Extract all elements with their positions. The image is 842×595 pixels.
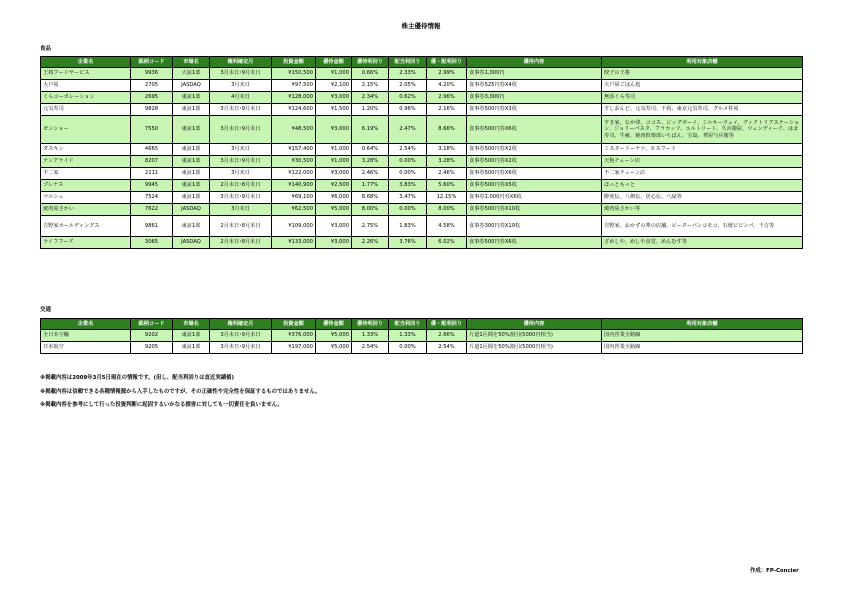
cell-eligible-stores: 不二家チェーン店: [602, 168, 803, 180]
table-row: [41, 342, 803, 354]
cell-investment: ¥157,400: [272, 144, 316, 156]
cell-benefit-content: 食事券500円券X2枚: [467, 156, 602, 168]
cell-benefit-yield: 1.77%: [352, 180, 389, 192]
cell-total-yield: 2.66%: [427, 330, 467, 342]
cell-investment: ¥69,100: [272, 192, 316, 204]
cell-stock-code: 9828: [131, 104, 173, 116]
cell-benefit-content: 片道1区間を50%割引(5000円相当): [467, 330, 602, 342]
cell-record-month: 3月末日: [210, 168, 272, 180]
cell-benefit-content: 食事券500円券X6枚: [467, 168, 602, 180]
cell-benefit-amount: ¥3,000: [316, 92, 352, 104]
cell-benefit-content: 食事券500円券X5枚: [467, 180, 602, 192]
cell-company-name: 吉野家ホールディングス: [41, 216, 131, 237]
header-benefit-amount: 優待金額: [316, 319, 352, 330]
cell-benefit-yield: 1.33%: [352, 330, 389, 342]
cell-total-yield: 2.16%: [427, 104, 467, 116]
cell-benefit-content: 食事券500円券X6枚: [467, 116, 602, 144]
cell-company-name: 全日本空輸: [41, 330, 131, 342]
cell-eligible-stores: 焼肉屋さかい等: [602, 204, 803, 216]
cell-investment: ¥30,500: [272, 156, 316, 168]
cell-benefit-amount: ¥2,100: [316, 80, 352, 92]
table-row: [41, 168, 803, 180]
cell-benefit-amount: ¥2,500: [316, 180, 352, 192]
header-benefit-content: 優待内容: [467, 319, 602, 330]
cell-company-name: くらコーポレーション: [41, 92, 131, 104]
cell-investment: ¥97,500: [272, 80, 316, 92]
header-stock-code: 銘柄コード: [131, 57, 173, 68]
cell-total-yield: 4.20%: [427, 80, 467, 92]
header-benefit-content: 優待内容: [467, 57, 602, 68]
cell-dividend-yield: 0.62%: [389, 92, 427, 104]
cell-record-month: 3月末日: [210, 144, 272, 156]
note-line: ※掲載内容は信頼できる各種情報源から入手したものですが、その正確性や完全性を保証するものではありません。: [40, 388, 321, 395]
cell-company-name: プレナス: [41, 180, 131, 192]
cell-dividend-yield: 0.00%: [389, 342, 427, 354]
cell-total-yield: 4.58%: [427, 216, 467, 237]
cell-benefit-content: 片道1区間を50%割引(5000円相当): [467, 342, 602, 354]
cell-company-name: 焼肉屋さかい: [41, 204, 131, 216]
cell-total-yield: 2.99%: [427, 68, 467, 80]
cell-benefit-amount: ¥5,000: [316, 342, 352, 354]
table-header-row: [41, 57, 803, 68]
cell-market: 東証1部: [173, 216, 210, 237]
cell-benefit-amount: ¥1,500: [316, 104, 352, 116]
cell-investment: ¥109,000: [272, 216, 316, 237]
cell-dividend-yield: 1.33%: [389, 330, 427, 342]
cell-benefit-yield: 2.54%: [352, 342, 389, 354]
food-table: [40, 56, 803, 249]
cell-benefit-yield: 6.19%: [352, 116, 389, 144]
cell-benefit-amount: ¥5,000: [316, 204, 352, 216]
cell-record-month: 3月末日･9月末日: [210, 342, 272, 354]
cell-total-yield: 6.02%: [427, 237, 467, 249]
header-record-month: 権利確定月: [210, 319, 272, 330]
cell-investment: ¥122,000: [272, 168, 316, 180]
header-record-month: 権利確定月: [210, 57, 272, 68]
disclaimer-notes: [40, 372, 321, 413]
cell-stock-code: 7550: [131, 116, 173, 144]
cell-benefit-content: 食事券1,000円: [467, 68, 602, 80]
cell-eligible-stores: 大戸屋ごはん処: [602, 80, 803, 92]
cell-stock-code: 9861: [131, 216, 173, 237]
cell-stock-code: 7622: [131, 204, 173, 216]
table-row: [41, 80, 803, 92]
cell-benefit-yield: 2.34%: [352, 92, 389, 104]
cell-benefit-content: 食事券525円券X4枚: [467, 80, 602, 92]
cell-investment: ¥128,000: [272, 92, 316, 104]
header-total-yield: 優・配利回り: [427, 319, 467, 330]
cell-eligible-stores: ミスタードーナツ、モスフード: [602, 144, 803, 156]
cell-benefit-yield: 0.66%: [352, 68, 389, 80]
header-investment: 投資金額: [272, 319, 316, 330]
cell-dividend-yield: 2.05%: [389, 80, 427, 92]
cell-total-yield: 2.96%: [427, 92, 467, 104]
cell-market: 東証1部: [173, 104, 210, 116]
cell-record-month: 3月末日･9月末日: [210, 192, 272, 204]
cell-dividend-yield: 3.76%: [389, 237, 427, 249]
cell-market: 東証1部: [173, 156, 210, 168]
table-row: [41, 204, 803, 216]
table-row: [41, 104, 803, 116]
cell-market: 大証1部: [173, 68, 210, 80]
cell-investment: ¥124,600: [272, 104, 316, 116]
cell-stock-code: 9936: [131, 68, 173, 80]
table-header-row: [41, 319, 803, 330]
cell-dividend-yield: 1.83%: [389, 216, 427, 237]
header-stock-code: 銘柄コード: [131, 319, 173, 330]
cell-stock-code: 9945: [131, 180, 173, 192]
header-market: 市場名: [173, 57, 210, 68]
cell-dividend-yield: 2.47%: [389, 116, 427, 144]
cell-benefit-yield: 2.15%: [352, 80, 389, 92]
cell-market: JASDAQ: [173, 204, 210, 216]
note-line: ※掲載内容は2009年3月5日現在の情報です。(但し、配当利回りは直近実績値): [40, 375, 234, 381]
cell-investment: ¥48,500: [272, 116, 316, 144]
page-title: 株主優待情報: [401, 22, 441, 30]
table-row: [41, 237, 803, 249]
cell-dividend-yield: 3.47%: [389, 192, 427, 204]
cell-dividend-yield: 2.54%: [389, 144, 427, 156]
cell-dividend-yield: 3.83%: [389, 180, 427, 192]
section-label-food: 食品: [40, 46, 52, 52]
cell-market: 東証1部: [173, 192, 210, 204]
table-row: [41, 144, 803, 156]
header-company-name: 企業名: [41, 57, 131, 68]
cell-stock-code: 9205: [131, 342, 173, 354]
cell-benefit-yield: 3.28%: [352, 156, 389, 168]
cell-company-name: ダスキン: [41, 144, 131, 156]
cell-benefit-amount: ¥1,000: [316, 144, 352, 156]
cell-company-name: テンアライド: [41, 156, 131, 168]
cell-market: 東証1部: [173, 180, 210, 192]
cell-benefit-content: 食事券1,000円券X6枚: [467, 192, 602, 204]
cell-eligible-stores: ざめしや、めしや食堂、めんむす等: [602, 237, 803, 249]
cell-dividend-yield: 2.33%: [389, 68, 427, 80]
header-company-name: 企業名: [41, 319, 131, 330]
cell-benefit-content: 食事券500円券X2枚: [467, 144, 602, 156]
cell-eligible-stores: 酔虎伝、八剣伝、居心伝、八緑等: [602, 192, 803, 204]
author-credit: 作成：FP-Concier: [750, 568, 799, 574]
cell-record-month: 3月末日･9月末日: [210, 104, 272, 116]
cell-benefit-content: 食事券3,000円: [467, 92, 602, 104]
cell-benefit-yield: 8.68%: [352, 192, 389, 204]
header-market: 市場名: [173, 319, 210, 330]
cell-record-month: 3月末日･9月末日: [210, 116, 272, 144]
cell-eligible-stores: 国内営業全路線: [602, 330, 803, 342]
cell-benefit-yield: 2.46%: [352, 168, 389, 180]
cell-investment: ¥376,000: [272, 330, 316, 342]
cell-market: 東証1部: [173, 342, 210, 354]
cell-dividend-yield: 0.00%: [389, 168, 427, 180]
cell-total-yield: 2.54%: [427, 342, 467, 354]
cell-record-month: 3月末日: [210, 204, 272, 216]
header-dividend-yield: 配当利回り: [389, 319, 427, 330]
header-eligible-stores: 利用対象店舗: [602, 319, 803, 330]
header-eligible-stores: 利用対象店舗: [602, 57, 803, 68]
cell-market: 東証1部: [173, 144, 210, 156]
cell-investment: ¥197,000: [272, 342, 316, 354]
cell-benefit-amount: ¥1,000: [316, 156, 352, 168]
table-row: [41, 216, 803, 237]
cell-investment: ¥62,500: [272, 204, 316, 216]
table-row: [41, 92, 803, 104]
cell-stock-code: 9202: [131, 330, 173, 342]
cell-dividend-yield: 0.00%: [389, 204, 427, 216]
section-label-transport: 交通: [40, 307, 52, 313]
cell-company-name: 元気寿司: [41, 104, 131, 116]
cell-benefit-yield: 1.20%: [352, 104, 389, 116]
note-line: ※掲載内容を参考にして行った投資判断に起因するいかなる損害に対しても一切責任を負いません。: [40, 402, 283, 408]
cell-company-name: ライフフーズ: [41, 237, 131, 249]
cell-investment: ¥140,900: [272, 180, 316, 192]
cell-eligible-stores: 天狗チェーン店: [602, 156, 803, 168]
header-benefit-yield: 優待利回り: [352, 57, 389, 68]
table-row: [41, 192, 803, 204]
cell-eligible-stores: すき家、なか卯、ココス、ビッグボーイ、ミルキーウェイ、ヴィクトリアステーション、ジョリーパスタ、フラカッソ、エルトリート、久兵衛屋、ウェンディーズ、はま寿司、牛庵、焼肉倶楽部いちばん、宝島、華屋与兵衛等: [602, 116, 803, 144]
cell-investment: ¥150,500: [272, 68, 316, 80]
cell-company-name: マルシェ: [41, 192, 131, 204]
cell-benefit-amount: ¥3,000: [316, 168, 352, 180]
cell-total-yield: 12.15%: [427, 192, 467, 204]
cell-record-month: 3月末日･9月末日: [210, 330, 272, 342]
cell-record-month: 2月末日･8月末日: [210, 237, 272, 249]
cell-company-name: 王将フードサービス: [41, 68, 131, 80]
header-investment: 投資金額: [272, 57, 316, 68]
cell-dividend-yield: 0.96%: [389, 104, 427, 116]
cell-benefit-content: 食事券300円券X10枚: [467, 216, 602, 237]
cell-market: 東証1部: [173, 168, 210, 180]
cell-record-month: 2月末日･8月末日: [210, 180, 272, 192]
cell-benefit-yield: 2.26%: [352, 237, 389, 249]
cell-company-name: 日本航空: [41, 342, 131, 354]
cell-company-name: 大戸屋: [41, 80, 131, 92]
table-row: [41, 68, 803, 80]
cell-record-month: 3月末日: [210, 80, 272, 92]
cell-eligible-stores: 国内営業全路線: [602, 342, 803, 354]
cell-benefit-content: 食事券500円券X3枚: [467, 104, 602, 116]
cell-benefit-amount: ¥6,000: [316, 192, 352, 204]
cell-total-yield: 3.18%: [427, 144, 467, 156]
cell-stock-code: 2211: [131, 168, 173, 180]
cell-company-name: 不二家: [41, 168, 131, 180]
cell-stock-code: 7524: [131, 192, 173, 204]
cell-market: JASDAQ: [173, 237, 210, 249]
header-total-yield: 優・配利回り: [427, 57, 467, 68]
cell-market: JASDAQ: [173, 80, 210, 92]
header-benefit-yield: 優待利回り: [352, 319, 389, 330]
cell-eligible-stores: すしおんど、元気寿司、千両、東京元気寿司、グルメ杵屋: [602, 104, 803, 116]
cell-benefit-yield: 2.75%: [352, 216, 389, 237]
cell-eligible-stores: 餃子の王将: [602, 68, 803, 80]
cell-benefit-amount: ¥3,000: [316, 116, 352, 144]
cell-record-month: 2月末日･8月末日: [210, 216, 272, 237]
cell-benefit-amount: ¥3,000: [316, 216, 352, 237]
cell-stock-code: 4665: [131, 144, 173, 156]
cell-record-month: 4月末日: [210, 92, 272, 104]
cell-eligible-stores: 吉野家、おかずの華の店舗、ピーターパンコモコ、石焼ビビンパ、千吉等: [602, 216, 803, 237]
cell-total-yield: 8.00%: [427, 204, 467, 216]
cell-dividend-yield: 0.00%: [389, 156, 427, 168]
cell-benefit-amount: ¥3,000: [316, 237, 352, 249]
cell-stock-code: 8207: [131, 156, 173, 168]
cell-benefit-amount: ¥1,000: [316, 68, 352, 80]
cell-benefit-content: 食事券500円券X6枚: [467, 237, 602, 249]
cell-total-yield: 3.28%: [427, 156, 467, 168]
cell-investment: ¥133,000: [272, 237, 316, 249]
cell-total-yield: 8.66%: [427, 116, 467, 144]
transport-table: [40, 318, 803, 354]
cell-eligible-stores: ほっともっと: [602, 180, 803, 192]
table-row: [41, 116, 803, 144]
cell-market: 東証1部: [173, 116, 210, 144]
table-row: [41, 180, 803, 192]
cell-benefit-content: 食事券500円券X10枚: [467, 204, 602, 216]
cell-benefit-yield: 8.00%: [352, 204, 389, 216]
cell-total-yield: 2.46%: [427, 168, 467, 180]
table-row: [41, 330, 803, 342]
cell-eligible-stores: 無添くら寿司: [602, 92, 803, 104]
cell-benefit-amount: ¥5,000: [316, 330, 352, 342]
cell-company-name: ゼンショー: [41, 116, 131, 144]
cell-stock-code: 3065: [131, 237, 173, 249]
cell-market: 東証1部: [173, 330, 210, 342]
header-dividend-yield: 配当利回り: [389, 57, 427, 68]
cell-market: 東証1部: [173, 92, 210, 104]
cell-record-month: 3月末日･9月末日: [210, 68, 272, 80]
cell-stock-code: 2695: [131, 92, 173, 104]
cell-stock-code: 2705: [131, 80, 173, 92]
header-benefit-amount: 優待金額: [316, 57, 352, 68]
cell-total-yield: 5.60%: [427, 180, 467, 192]
cell-record-month: 3月末日･9月末日: [210, 156, 272, 168]
cell-benefit-yield: 0.64%: [352, 144, 389, 156]
table-row: [41, 156, 803, 168]
